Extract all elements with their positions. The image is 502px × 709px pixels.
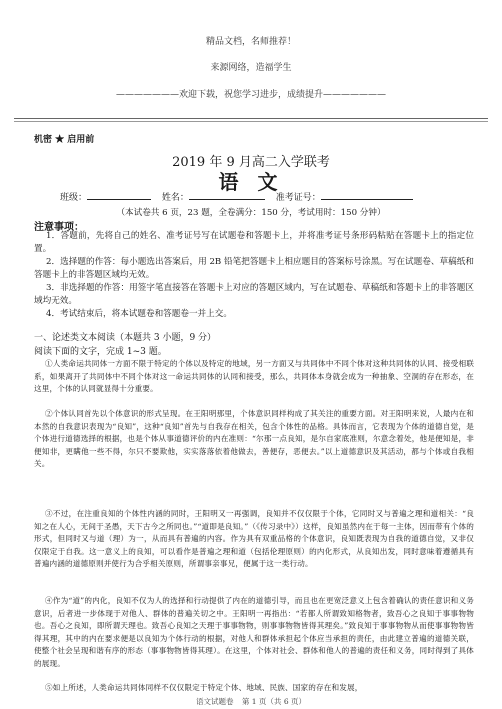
page-footer [0, 696, 502, 707]
watermark-line-2: 来源网络，造福学生 [210, 63, 292, 73]
watermark-line-1: 精品文档，名师推荐！ [205, 37, 296, 47]
confidential-mark: 机密 ★ 启用前 [34, 135, 95, 145]
note-item: 2．选择题的作答：每小题选出答案后，用 2B 铅笔把答题卡上相应题目的答案标号涂黑。写在试题卷、草稿纸和答题卡上的非答题区域均无效。 [34, 257, 474, 281]
name-label: 姓名： [161, 193, 189, 203]
passage-paragraph: ⑤如上所述，人类命运共同体同样不仅仅限定于特定个体、地域、民族、国家的存在和发展， [45, 683, 363, 692]
footer-page-number: 第 1 页（共 6 页） [241, 697, 306, 706]
section-instruction: 阅读下面的文字，完成 1~3 题。 [34, 347, 167, 357]
passage-paragraph: ②个体认同首先以个体意识的形式呈现。在王阳明那里，个体意识同样构成了其关注的重要方面。对王阳明来说，人最内在和本然的自我意识表现为“良知”，这种“良知”首先与自我存在相关，包含个体性的品格。具体而言，它表现为个体的道德自觉，是个体进行道德选择的根据，也是个体从事道德评价的内在准则：“尔那一点良知，是尔自家底准则，尔意念着处，他是便知是，非便知非，更瞒他一些不得，尔只不要欺他，实实落落依着他做去，善便存，恶便去。”以上道德意识及其活动，都与个体或自我相关。 [34, 409, 474, 469]
passage-paragraph: ①人类命运共同体一方面不限于特定的个体以及特定的地域，另一方面又与共同体中不同个体对这种共同体的认同、接受相联系，如果离开了共同体中不同个体对这一命运共同体的认同和接受，那么，共同体本身就会成为一种抽象、空洞的存在形态，在这里，个体的认同就显得十分重要。 [34, 359, 474, 394]
note-item: 3．非选择题的作答：用签字笔直接答在答题卡上对应的答题区域内，写在试题卷、草稿纸和答题卡上的非答题区域均无效。 [34, 283, 474, 307]
passage-paragraph: ③不过，在注重良知的个体性内涵的同时，王阳明又一再强调，良知并不仅仅限于个体，它同时又与普遍之理和道相关：“良知之在人心，无间于圣愚，天下古今之所同也。”“道即是良知。”（《传习录中》）这样，良知虽然内在于每一主体，因而带有个体的形式，但同时又与道（理）为一，从而具有普遍的内容。作为具有双重品格的个体意识，良知既表现为自我的道德自觉，又非仅仅限定于自我。这一意义上的良知，可以看作是普遍之理和道（包括伦理原则）的内化形式，从良知出发，同时意味着遵循具有普遍内涵的道德原则并使行为合乎相关原则，所谓事亲事兄，便属于这一类行动。 [34, 509, 474, 569]
passage-paragraph: ④作为“道”的内化，良知不仅为人的选择和行动提供了内在的道德引导，而且也在更宽泛意义上包含着确认的责任意识和义务意识，后者进一步体现于对他人、群体的普遍关切之中。王阳明一再指出：“若都人所谓致知格物者，致吾心之良知于事事物物也。吾心之良知，即所谓天理也。致吾心良知之天理于事事物物，则事事物物皆得其理矣。”致良知于事事物物从而使事事物物皆得其理，其中的内在要求便是以良知为个体行动的根据，对他人和群体承担起个体应当承担的责任，由此建立普遍的道德关联，使整个社会呈现和谐有序的形态（事事物物皆得其理）。在这里，个体对社会、群体和他人的普遍的责任和义务，同时得到了具体的展现。 [34, 596, 474, 668]
header-divider-bottom [14, 121, 488, 122]
section-heading: 一、论述类文本阅读（本题共 3 小题，9 分） [34, 333, 217, 343]
note-item: 4．考试结束后，将本试题卷和答题卷一并上交。 [46, 309, 232, 319]
class-label: 班级： [60, 193, 88, 203]
student-info-line [60, 190, 413, 203]
exam-title: 2019 年 9 月高二入学联考 [172, 155, 330, 170]
exam-note: （本试卷共 6 页，23 题，全卷满分：150 分，考试用时：150 分钟） [116, 208, 386, 218]
notes-title: 注意事项： [34, 222, 84, 233]
header-divider-top [14, 118, 488, 119]
watermark-line-3: ———————欢迎下载，祝您学习进步，成绩提升——————— [115, 90, 386, 100]
ticket-label: 准考证号： [275, 193, 321, 203]
note-item: 1．答题前，先将自己的姓名、准考证号写在试题卷和答题卡上，并将准考证号条形码粘贴在答题卡上的指定位置。 [34, 231, 474, 255]
ticket-blank[interactable] [321, 190, 413, 200]
name-blank[interactable] [189, 190, 265, 200]
footer-label: 语文试题卷 [196, 697, 234, 706]
class-blank[interactable] [87, 190, 151, 200]
exam-subject: 语 文 [218, 170, 284, 194]
